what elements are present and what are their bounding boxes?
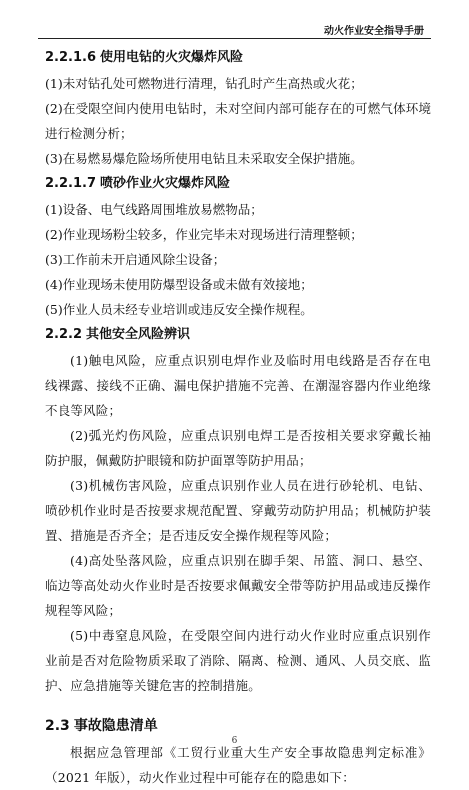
list-item: (4)作业现场未使用防爆型设备或未做有效接地； (45, 277, 313, 292)
paragraph: (1)触电风险，应重点识别电焊作业及临时用电线路是否存在电线裸露、接线不正确、漏电保护措施不完善、在潮湿容器内作业绝缘不良等风险； (45, 353, 431, 418)
paragraph: (4)高处坠落风险，应重点识别在脚手架、吊篮、洞口、悬空、临边等高处动火作业时是否按要求佩戴安全带等防护用品或违反操作规程等风险； (45, 553, 431, 618)
list-item: (1)设备、电气线路周围堆放易燃物品； (45, 202, 263, 217)
section-number: 2.2.1.7 (45, 176, 96, 191)
section-title: 事故隐患清单 (73, 718, 158, 734)
running-header: 动火作业安全指导手册 (324, 26, 424, 37)
list-item: (1)未对钻孔处可燃物进行清理，钻孔时产生高热或火花； (45, 76, 363, 91)
section-title: 使用电钻的火灾爆炸风险 (100, 50, 244, 65)
section-heading-2-2-2 (45, 322, 431, 348)
section-title: 其他安全风险辨识 (86, 327, 191, 342)
page-number: 6 (231, 736, 238, 746)
list-item: (5)作业人员未经专业培训或违反安全操作规程。 (45, 302, 313, 317)
section-heading-2-2-1-7 (45, 171, 431, 197)
list-item: (2)在受限空间内使用电钻时，未对空间内部可能存在的可燃气体环境进行检测分析； (45, 101, 431, 141)
section-heading-2-2-1-6 (45, 45, 431, 71)
list-item: (3)工作前未开启通风除尘设备； (45, 252, 226, 267)
list-item: (3)在易燃易爆危险场所使用电钻且未采取安全保护措施。 (45, 151, 363, 166)
section-title: 喷砂作业火灾爆炸风险 (100, 176, 231, 191)
paragraph: (5)中毒窒息风险，在受限空间内进行动火作业时应重点识别作业前是否对危险物质采取了消除、隔离、检测、通风、人员交底、监护、应急措施等关键危害的控制措施。 (45, 628, 431, 693)
list-item: (2)作业现场粉尘较多，作业完毕未对现场进行清理整顿； (45, 227, 363, 242)
paragraph: (3)机械伤害风险，应重点识别作业人员在进行砂轮机、电钻、喷砂机作业时是否按要求规范配置、穿戴劳动防护用品；机械防护装置、措施是否齐全；是否违反安全操作规程等风险； (45, 478, 431, 543)
page-body (45, 45, 431, 790)
section-number: 2.3 (45, 718, 70, 734)
paragraph: 根据应急管理部《工贸行业重大生产安全事故隐患判定标准》（2021 年版），动火作业过程中可能存在的隐患如下： (45, 745, 431, 785)
paragraph: (2)弧光灼伤风险，应重点识别电焊工是否按相关要求穿戴长袖防护服，佩戴防护眼镜和防护面罩等防护用品； (45, 428, 431, 468)
section-number: 2.2.2 (45, 327, 83, 342)
header-rule (38, 38, 431, 39)
section-number: 2.2.1.6 (45, 50, 96, 65)
